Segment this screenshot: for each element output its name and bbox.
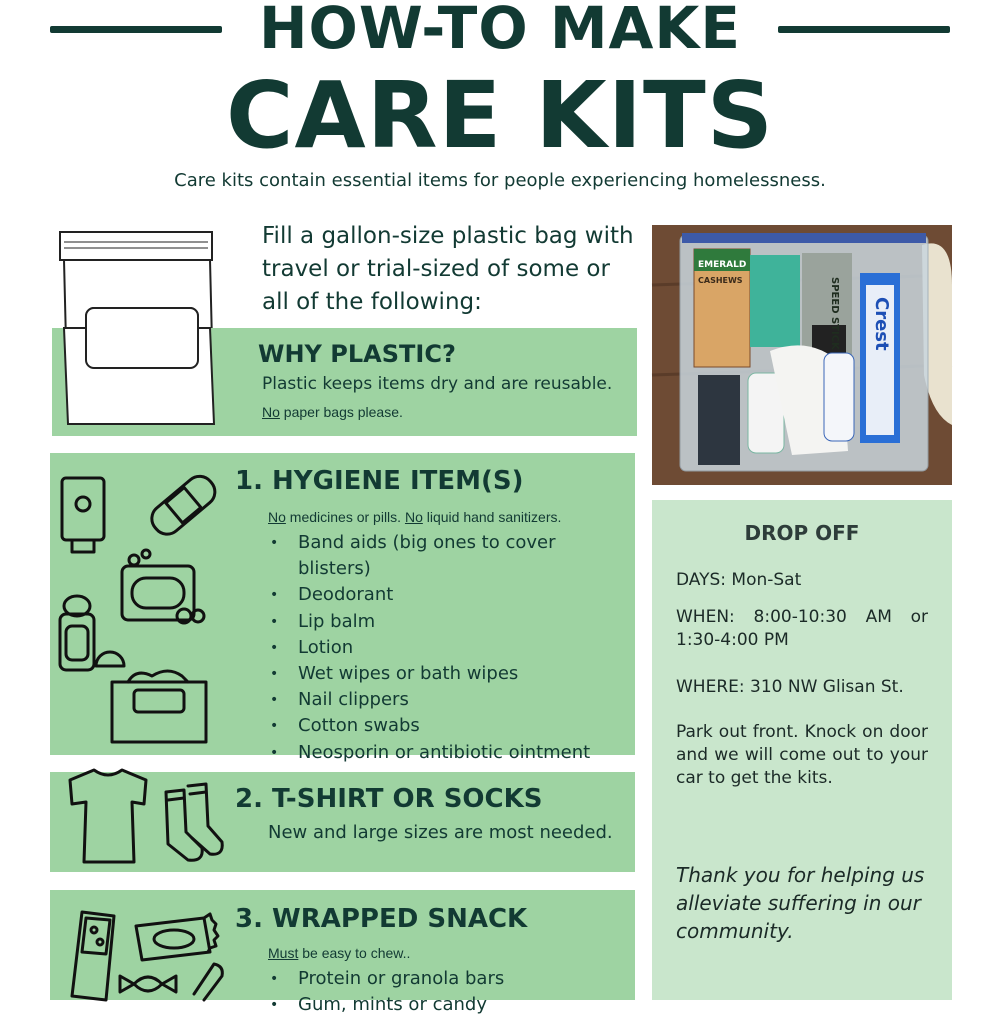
plastic-bag-icon-lower [56,328,220,428]
title-line2: CARE KITS [226,62,774,169]
why-plastic-note [262,404,403,420]
list-item: • Nail clippers [268,687,630,713]
hygiene-note [268,509,561,525]
hygiene-items-icon [56,470,226,750]
photo-label-speed: SPEED STICK [829,277,840,350]
list-item: • Cotton swabs [268,713,630,739]
photo-label-emerald: EMERALD [698,260,747,270]
list-item: • Gum, mints or candy [268,992,630,1018]
drop-off-days: DAYS: Mon-Sat [676,570,802,590]
snack-note [268,945,410,961]
list-item: • Lotion [268,635,630,661]
snack-note-emph: Must [268,945,299,961]
hygiene-note-emph1: No [268,509,286,525]
list-item: • Deodorant [268,582,630,608]
list-item: • Neosporin or antibiotic ointment [268,740,630,766]
care-kit-photo [652,225,952,485]
list-item: • Band aids (big ones to cover blisters) [268,530,630,582]
tshirt-text: New and large sizes are most needed. [268,822,613,843]
photo-label-cashews: CASHEWS [698,276,743,285]
drop-off-when: WHEN: 8:00-10:30 AM or 1:30-4:00 PM [676,607,928,650]
title-line1: HOW-TO MAKE [259,0,741,62]
drop-off-park: Park out front. Knock on door and we will come out to your car to get the kits. [676,722,928,788]
hygiene-note-emph2: No [404,509,423,525]
hygiene-note-end: liquid hand sanitizers. [422,509,562,525]
snack-note-rest: be easy to chew.. [298,945,411,961]
list-item: • Lip balm [268,609,630,635]
drop-off-thanks: Thank you for helping us alleviate suffering in our community. [676,863,925,943]
snack-icon [64,904,234,1000]
tshirt-socks-icon [64,766,230,868]
list-item: • Wet wipes or bath wipes [268,661,630,687]
hygiene-list [268,530,630,766]
hygiene-note-mid: medicines or pills. [285,509,405,525]
drop-off-where: WHERE: 310 NW Glisan St. [676,677,904,697]
snack-heading: 3. WRAPPED SNACK [235,904,528,934]
photo-label-crest: Crest [871,297,892,351]
note-rest: paper bags please. [279,404,403,420]
snack-list [268,966,630,1018]
note-emphasis: No [262,404,280,420]
hygiene-heading: 1. HYGIENE ITEM(S) [235,466,524,496]
intro-text: Fill a gallon-size plastic bag with travel or trial-sized of some or all of the following: [262,223,634,315]
list-item: • Protein or granola bars [268,966,630,992]
drop-off-heading: DROP OFF [744,521,860,545]
subtitle: Care kits contain essential items for people experiencing homelessness. [174,170,826,191]
tshirt-heading: 2. T-SHIRT OR SOCKS [235,784,543,814]
why-plastic-heading: WHY PLASTIC? [258,340,456,368]
why-plastic-text: Plastic keeps items dry and are reusable. [262,374,613,394]
